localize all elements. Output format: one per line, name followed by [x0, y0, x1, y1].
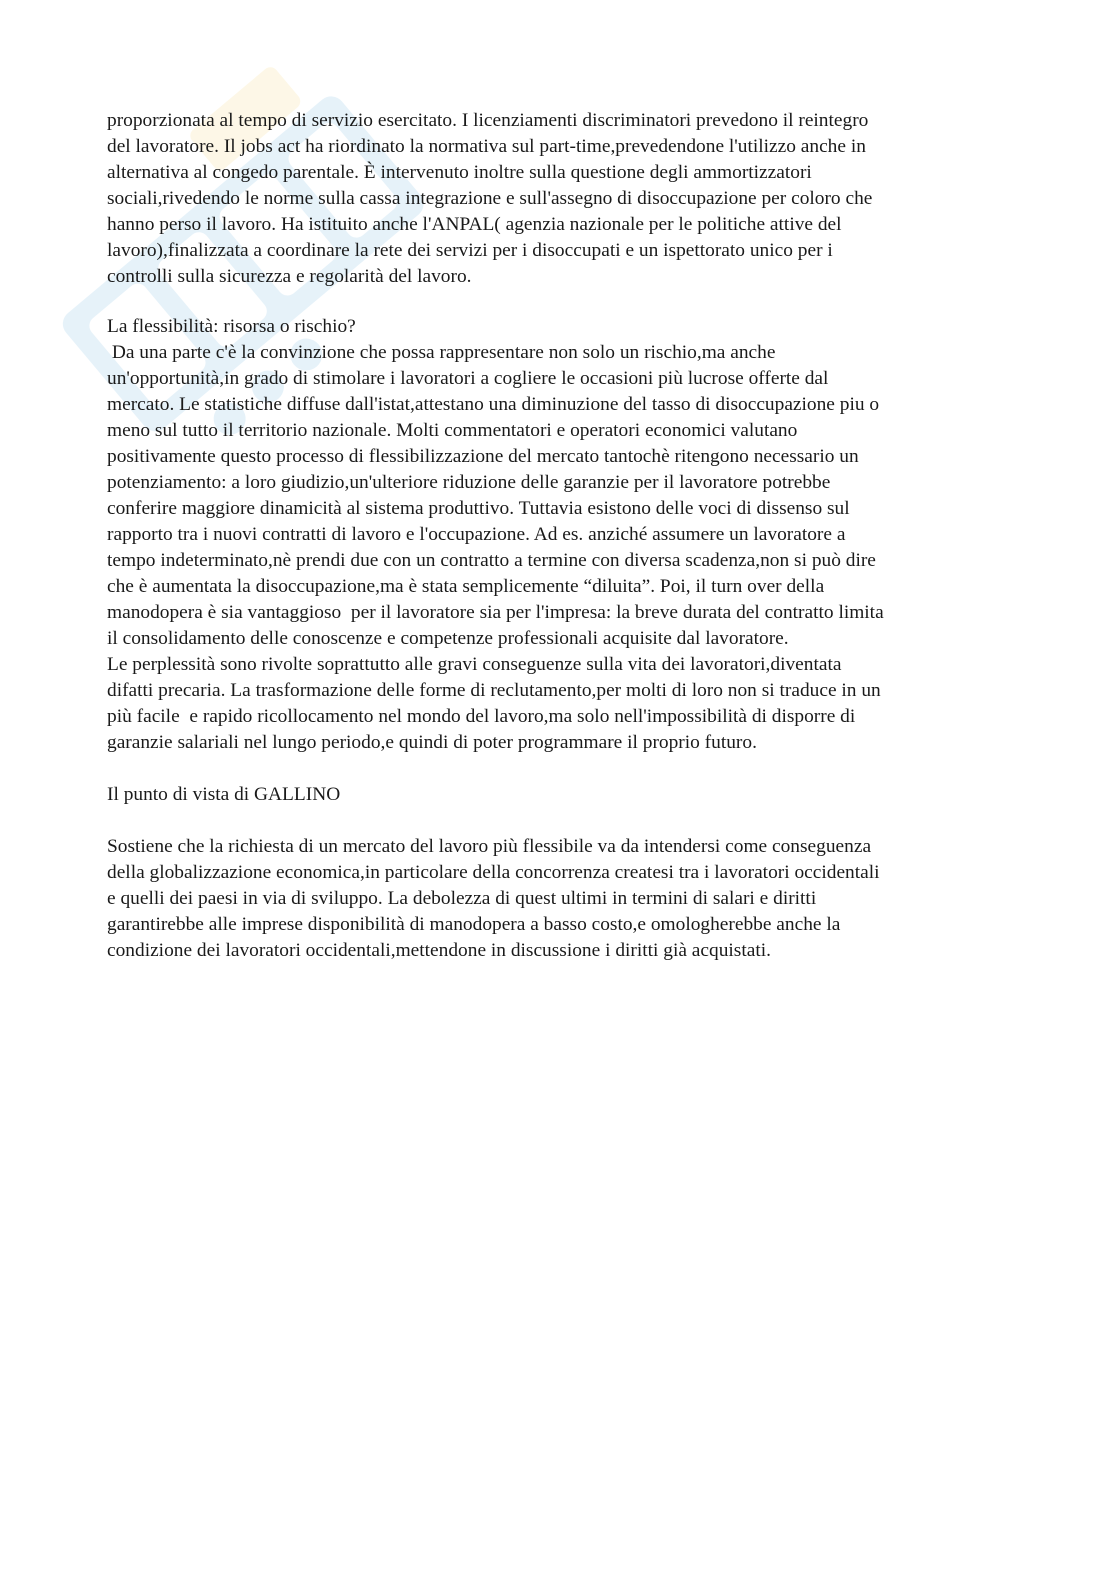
- text-line: più facile e rapido ricollocamento nel mondo del lavoro,ma solo nell'impossibilità di disporre di: [107, 706, 856, 727]
- text-line: controlli sulla sicurezza e regolarità del lavoro.: [107, 266, 472, 287]
- text-line: manodopera è sia vantaggioso per il lavoratore sia per l'impresa: la breve durata del contratto limita: [107, 602, 884, 623]
- text-line: e quelli dei paesi in via di sviluppo. La debolezza di quest ultimi in termini di salari e diritti: [107, 888, 817, 909]
- text-line: alternativa al congedo parentale. È intervenuto inoltre sulla questione degli ammortizzatori: [107, 162, 812, 183]
- text-line: positivamente questo processo di flessibilizzazione del mercato tantochè ritengono necessario un: [107, 446, 859, 467]
- text-line: mercato. Le statistiche diffuse dall'istat,attestano una diminuzione del tasso di disoccupazione piu o: [107, 394, 880, 415]
- text-line: difatti precaria. La trasformazione delle forme di reclutamento,per molti di loro non si traduce in un: [107, 680, 881, 701]
- text-line: lavoro),finalizzata a coordinare la rete dei servizi per i disoccupati e un ispettorato unico per i: [107, 240, 833, 261]
- paragraph-2: [107, 340, 1012, 756]
- text-line: Sostiene che la richiesta di un mercato del lavoro più flessibile va da intendersi come conseguenza: [107, 836, 872, 857]
- text-line: meno sul tutto il territorio nazionale. Molti commentatori e operatori economici valutano: [107, 420, 798, 441]
- text-line: hanno perso il lavoro. Ha istituito anche l'ANPAL( agenzia nazionale per le politiche attive del: [107, 214, 842, 235]
- section-heading-flessibilita: La flessibilità: risorsa o rischio?: [107, 316, 356, 337]
- text-line: conferire maggiore dinamicità al sistema produttivo. Tuttavia esistono delle voci di dissenso sul: [107, 498, 850, 519]
- text-line: potenziamento: a loro giudizio,un'ulteriore riduzione delle garanzie per il lavoratore potrebbe: [107, 472, 831, 493]
- text-line: un'opportunità,in grado di stimolare i lavoratori a cogliere le occasioni più lucrose offerte dal: [107, 368, 829, 389]
- text-line: che è aumentata la disoccupazione,ma è stata semplicemente “diluita”. Poi, il turn over della: [107, 576, 825, 597]
- paragraph-1: [107, 108, 1012, 290]
- spacer: [107, 290, 1012, 314]
- spacer: [107, 808, 1012, 834]
- paragraph-3: [107, 834, 1012, 964]
- spacer: [107, 756, 1012, 782]
- text-line: Da una parte c'è la convinzione che possa rappresentare non solo un rischio,ma anche: [107, 342, 776, 363]
- section-heading-gallino: Il punto di vista di GALLINO: [107, 784, 341, 805]
- text-line: il consolidamento delle conoscenze e competenze professionali acquisite dal lavoratore.: [107, 628, 789, 649]
- text-line: del lavoratore. Il jobs act ha riordinato la normativa sul part-time,prevedendone l'utilizzo anche in: [107, 136, 866, 157]
- text-line: sociali,rivedendo le norme sulla cassa integrazione e sull'assegno di disoccupazione per coloro che: [107, 188, 873, 209]
- text-line: garanzie salariali nel lungo periodo,e quindi di poter programmare il proprio futuro.: [107, 732, 757, 753]
- text-line: tempo indeterminato,nè prendi due con un contratto a termine con diversa scadenza,non si può dire: [107, 550, 876, 571]
- text-line: condizione dei lavoratori occidentali,mettendone in discussione i diritti già acquistati.: [107, 940, 771, 961]
- text-line: proporzionata al tempo di servizio esercitato. I licenziamenti discriminatori prevedono il reintegro: [107, 110, 869, 131]
- text-line: della globalizzazione economica,in particolare della concorrenza createsi tra i lavoratori occidentali: [107, 862, 880, 883]
- text-line: garantirebbe alle imprese disponibilità di manodopera a basso costo,e omologherebbe anche la: [107, 914, 841, 935]
- text-line: Le perplessità sono rivolte soprattutto alle gravi conseguenze sulla vita dei lavoratori,diventata: [107, 654, 842, 675]
- document-page: [107, 108, 1012, 964]
- text-line: rapporto tra i nuovi contratti di lavoro e l'occupazione. Ad es. anziché assumere un lavoratore a: [107, 524, 846, 545]
